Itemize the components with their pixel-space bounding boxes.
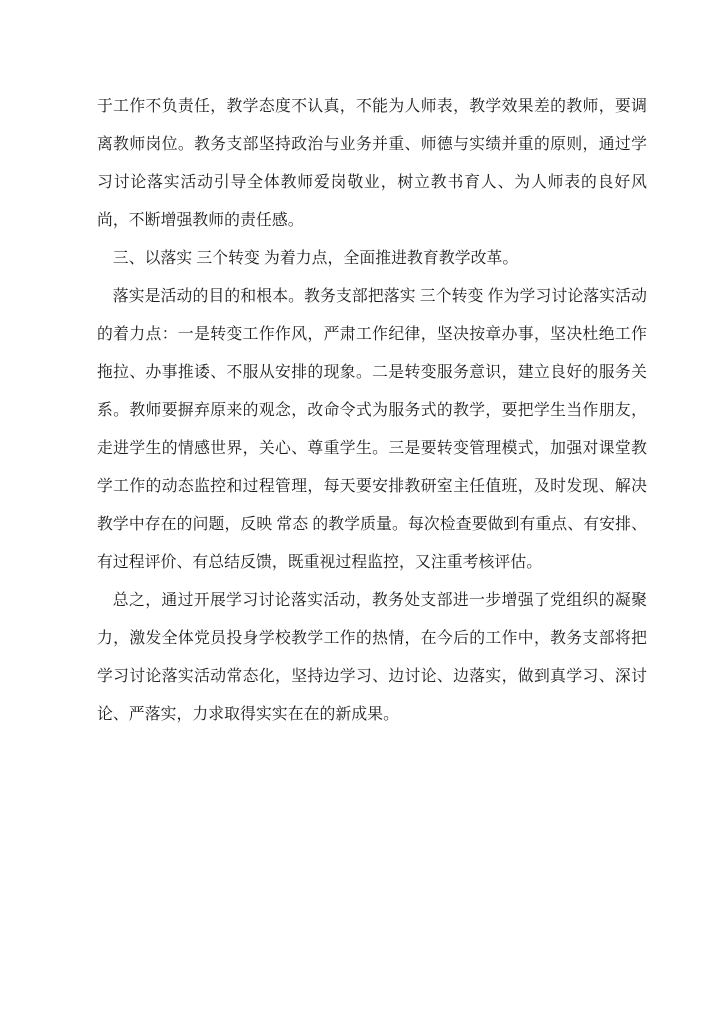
paragraph-continuation: 于工作不负责任，教学态度不认真，不能为人师表，教学效果差的教师，要调离教师岗位。教务支部坚持政治与业务并重、师德与实绩并重的原则，通过学习讨论落实活动引导全体教师爱岗敬业，树立教书育人、为人师表的良好风尚，不断增强教师的责任感。 xyxy=(97,98,647,229)
paragraph-implementation-details: 落实是活动的目的和根本。教务支部把落实 三个转变 作为学习讨论落实活动的着力点：一是转变工作作风，严肃工作纪律，坚决按章办事，坚决杜绝工作拖拉、办事推诿、不服从安排的现象。二是转变服务意识，建立良好的服务关系。教师要摒弃原来的观念，改命令式为服务式的教学，要把学生当作朋友，走进学生的情感世界，关心、尊重学生。三是要转变管理模式，加强对课堂教学工作的动态监控和过程管理，每天要安排教研室主任值班，及时发现、解决教学中存在的问题，反映 常态 的教学质量。每次检查要做到有重点、有安排、有过程评价、有总结反馈，既重视过程监控，又注重考核评估。 xyxy=(97,288,647,571)
document-page xyxy=(97,88,647,734)
section-heading-three-transformations: 三、以落实 三个转变 为着力点，全面推进教育教学改革。 xyxy=(112,250,519,267)
paragraph-conclusion: 总之，通过开展学习讨论落实活动，教务处支部进一步增强了党组织的凝聚力，激发全体党员投身学校教学工作的热情，在今后的工作中，教务支部将把学习讨论落实活动常态化，坚持边学习、边讨论、边落实，做到真学习、深讨论、严落实，力求取得实实在在的新成果。 xyxy=(97,592,647,723)
